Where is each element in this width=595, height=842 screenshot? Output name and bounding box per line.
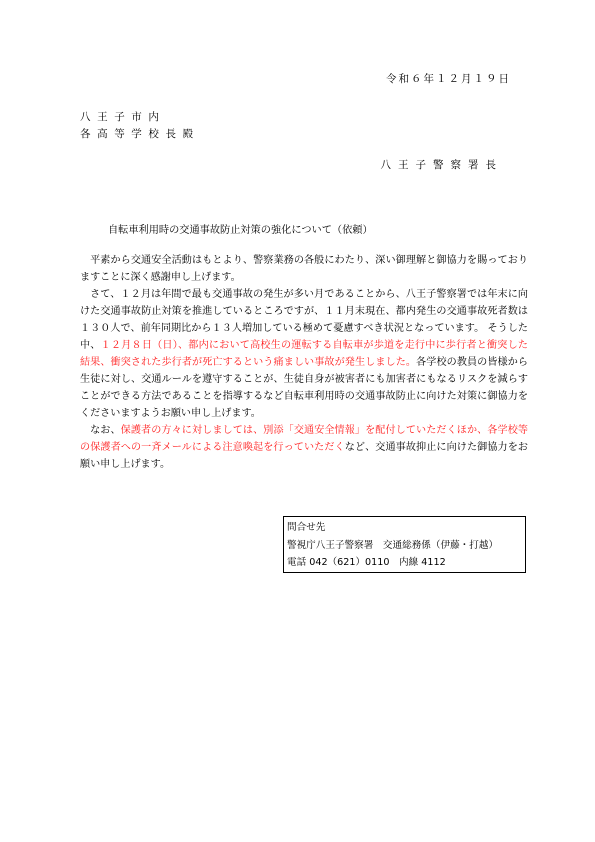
document-date: 令和６年１２月１９日 [386, 73, 511, 85]
paragraph-1-text: 平素から交通安全活動はもとより、警察業務の各般にわたり、深い御理解と御協力を賜っておりますことに深く感謝申し上げます。 [80, 255, 528, 283]
document-subject: 自転車利用時の交通事故防止対策の強化について（依頼） [108, 225, 373, 236]
recipient-line-2: 各高等学校長殿 [80, 128, 200, 140]
document-body [80, 252, 528, 473]
contact-box [283, 516, 526, 573]
paragraph-2 [80, 286, 528, 422]
paragraph-3 [80, 422, 528, 473]
paragraph-3-text-a: なお、 [90, 425, 121, 436]
paragraph-1 [80, 252, 528, 286]
recipient-line-1: 八王子市内 [80, 111, 166, 123]
sender: 八王子警察署長 [380, 159, 503, 171]
paragraph-3-text-b: など、交通事故抑止に向けた御協力をお願い申し上げます。 [80, 442, 529, 470]
contact-phone: 電話 042（621）0110 内線 4112 [287, 557, 446, 568]
paragraph-2-text-b: 各学校の教員の皆様から生徒に対し、交通ルールを遵守することが、生徒自身が被害者にも加害者にもなるリスクを減らすことができる方法であることを指導するなど自転車利用時の交通事故防止に向けた対策に御協力をくださいますようお願い申し上げます。 [80, 357, 529, 419]
paragraph-2-text-a: さて、１２月は年間で最も交通事故の発生が多い月であることから、八王子警察署では年末に向けた交通事故防止対策を推進しているところですが、１１月末現在、都内発生の交通事故死者数は１３０人で、前年同期比から１３人増加している極めて憂慮すべき状況となっています。 そうした中、 [80, 289, 528, 351]
paragraph-2-emphasis: １２月８日（日）、都内において高校生の運転する自転車が歩道を走行中に歩行者と衝突した結果、衝突された歩行者が死亡するという痛ましい事故が発生しました。 [80, 340, 529, 368]
contact-heading: 問合せ先 [287, 522, 326, 533]
contact-office: 警視庁八王子警察署 交通総務係（伊藤・打越） [287, 539, 499, 551]
paragraph-3-emphasis: 保護者の方々に対しましては、別添「交通安全情報」を配付していただくほか、各学校等の保護者への一斉メールによる注意喚起を行っていただく [80, 425, 529, 453]
